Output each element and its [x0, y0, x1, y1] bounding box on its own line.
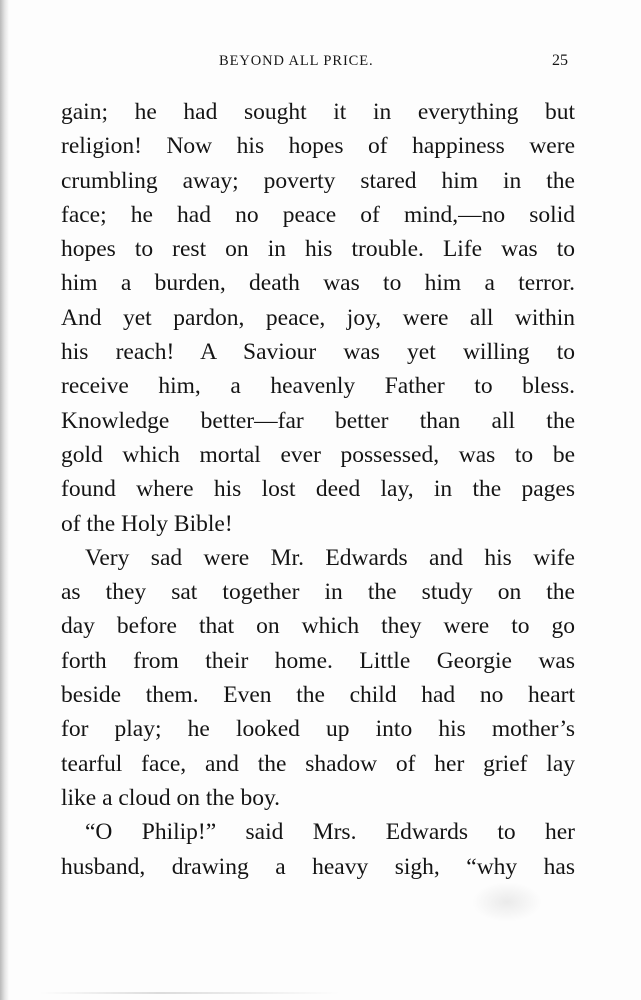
text-line: Knowledge better—far better than all the: [61, 407, 575, 434]
text-line: tearful face, and the shadow of her grief lay: [61, 750, 575, 777]
text-line: for play; he looked up into his mother’s: [61, 716, 575, 743]
page-gutter-shadow: [0, 0, 9, 1000]
text-line: gold which mortal ever possessed, was to be: [61, 441, 575, 468]
paper-smudge: [472, 882, 542, 922]
text-line: him a burden, death was to him a terror.: [61, 270, 575, 297]
paper-speck: [40, 992, 340, 994]
running-title: BEYOND ALL PRICE.: [219, 53, 374, 69]
text-line: hopes to rest on in his trouble. Life was to: [61, 236, 575, 263]
text-line: face; he had no peace of mind,—no solid: [61, 201, 575, 228]
text-line: beside them. Even the child had no heart: [61, 682, 575, 709]
text-line: forth from their home. Little Georgie was: [61, 647, 575, 674]
text-line: “O Philip!” said Mrs. Edwards to her: [85, 819, 575, 846]
running-header: [0, 53, 641, 75]
text-line: crumbling away; poverty stared him in the: [61, 167, 575, 194]
text-line: his reach! A Saviour was yet willing to: [61, 339, 575, 366]
text-line: day before that on which they were to go: [61, 613, 575, 640]
text-line: found where his lost deed lay, in the pages: [61, 476, 575, 503]
text-line: husband, drawing a heavy sigh, “why has: [61, 853, 575, 880]
body-text: [61, 95, 575, 884]
paragraph: [61, 541, 575, 815]
page-number: 25: [552, 52, 568, 69]
text-line: receive him, a heavenly Father to bless.: [61, 373, 575, 400]
paragraph: [61, 815, 575, 884]
text-line: like a cloud on the boy.: [61, 784, 281, 811]
text-line: And yet pardon, peace, joy, were all within: [61, 304, 575, 331]
paragraph: [61, 95, 575, 541]
text-line: religion! Now his hopes of happiness were: [61, 133, 575, 160]
text-line: gain; he had sought it in everything but: [61, 99, 575, 125]
text-line: Very sad were Mr. Edwards and his wife: [85, 544, 575, 571]
text-line: as they sat together in the study on the: [61, 579, 575, 606]
text-line: of the Holy Bible!: [61, 510, 233, 537]
